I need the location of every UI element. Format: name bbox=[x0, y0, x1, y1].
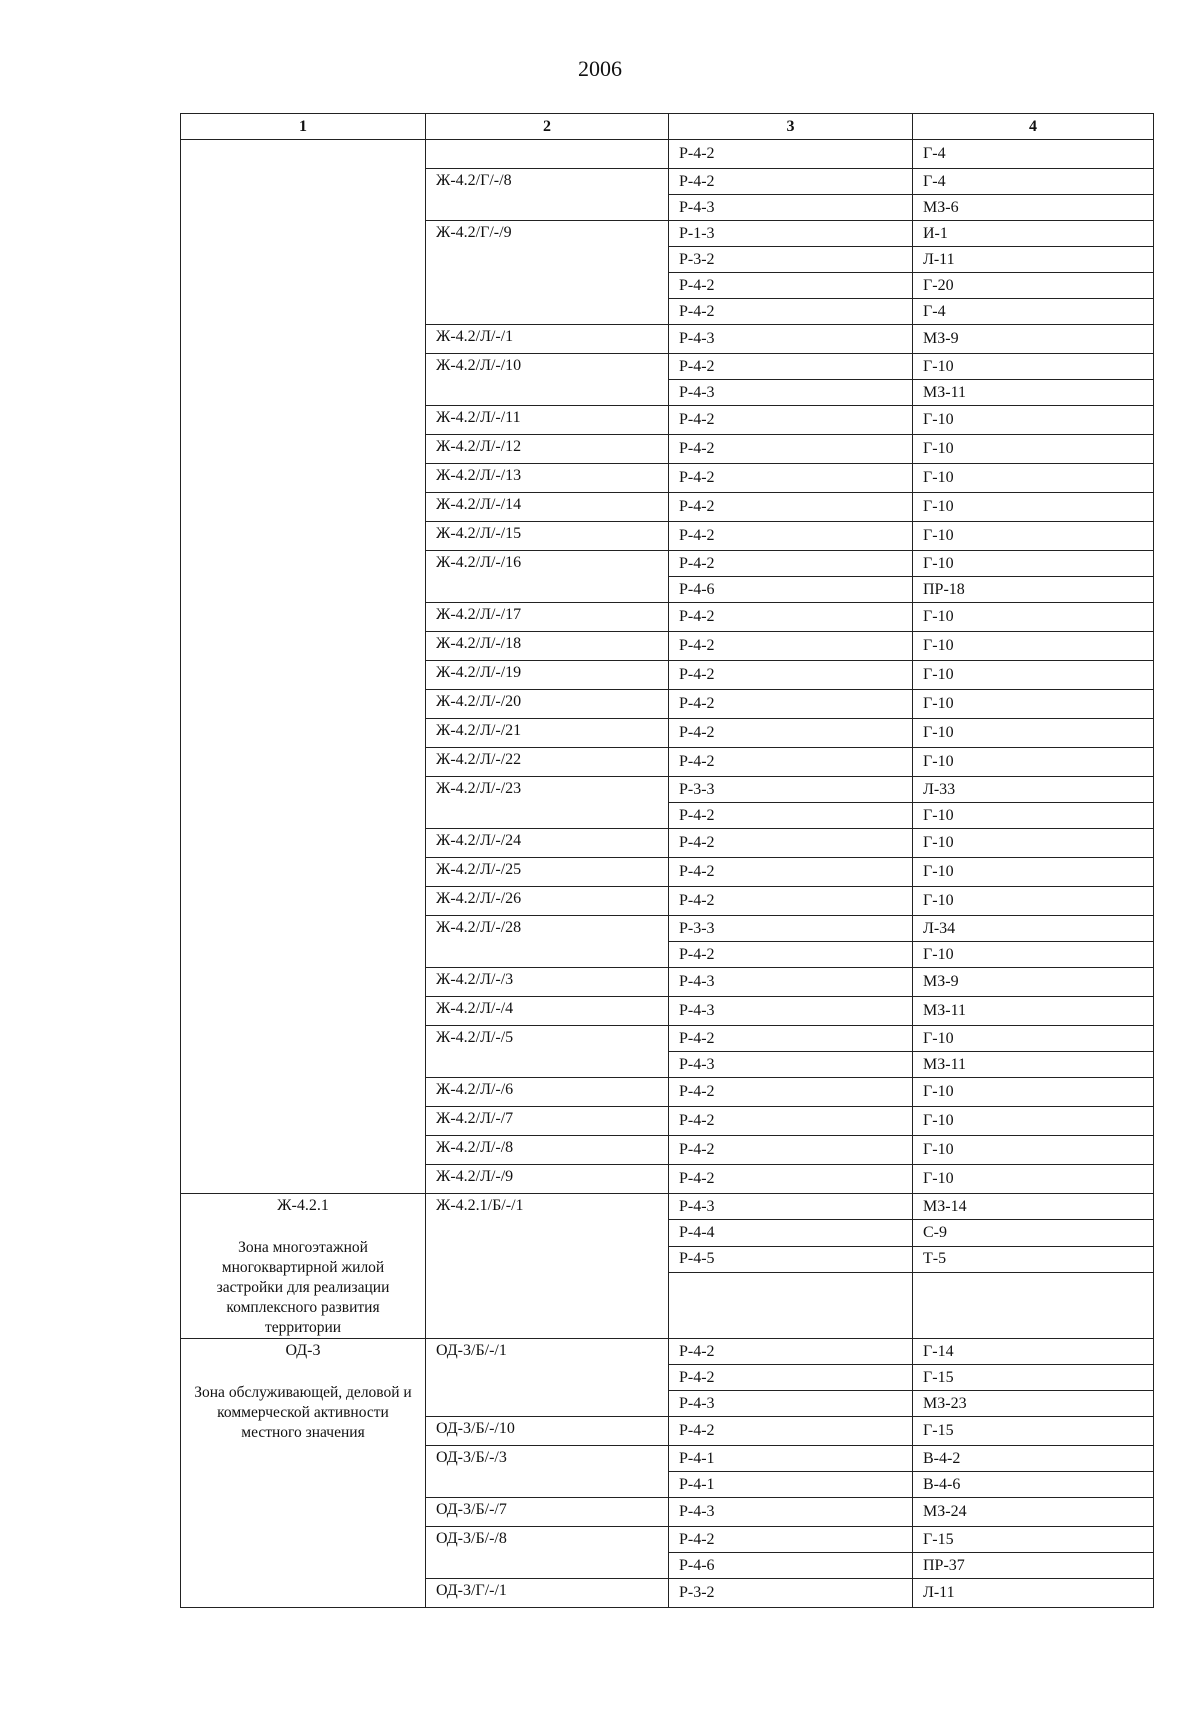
subzone-code-cell: Ж-4.2/Л/-/15 bbox=[426, 522, 669, 551]
subzone-code-cell: ОД-3/Г/-/1 bbox=[426, 1579, 669, 1608]
regulation-code-cell: Р-4-2 bbox=[669, 169, 913, 195]
subzone-code-cell: Ж-4.2/Л/-/19 bbox=[426, 661, 669, 690]
parameter-code-cell: Г-4 bbox=[913, 140, 1154, 169]
parameter-code-cell: МЗ-6 bbox=[913, 195, 1154, 221]
parameter-code-cell: Г-10 bbox=[913, 1136, 1154, 1165]
regulation-code-cell: Р-4-2 bbox=[669, 522, 913, 551]
regulation-code-cell: Р-4-2 bbox=[669, 1026, 913, 1052]
parameter-code-cell: Г-10 bbox=[913, 354, 1154, 380]
regulation-code-cell: Р-4-2 bbox=[669, 1136, 913, 1165]
parameter-code-cell: В-4-2 bbox=[913, 1446, 1154, 1472]
regulation-code-cell: Р-4-3 bbox=[669, 997, 913, 1026]
subzone-code-cell: Ж-4.2/Л/-/28 bbox=[426, 916, 669, 968]
subzone-code-cell: Ж-4.2/Л/-/21 bbox=[426, 719, 669, 748]
zone-name: Зона многоэтажной многоквартирной жилой застройки для реализации комплексного развития территории bbox=[216, 1239, 390, 1336]
parameter-code-cell: Л-11 bbox=[913, 247, 1154, 273]
header-col-3: 3 bbox=[669, 114, 913, 140]
regulation-code-cell: Р-4-2 bbox=[669, 1339, 913, 1365]
subzone-code-cell: Ж-4.2/Л/-/10 bbox=[426, 354, 669, 406]
parameter-code-cell: МЗ-11 bbox=[913, 997, 1154, 1026]
parameter-code-cell: Г-10 bbox=[913, 719, 1154, 748]
parameter-code-cell: МЗ-24 bbox=[913, 1498, 1154, 1527]
parameter-code-cell: Г-10 bbox=[913, 1078, 1154, 1107]
header-col-1: 1 bbox=[181, 114, 426, 140]
zone-cell bbox=[181, 1339, 426, 1608]
regulation-code-cell: Р-4-2 bbox=[669, 1365, 913, 1391]
parameter-code-cell: Г-10 bbox=[913, 803, 1154, 829]
regulation-code-cell: Р-4-2 bbox=[669, 603, 913, 632]
subzone-code-cell: Ж-4.2/Л/-/9 bbox=[426, 1165, 669, 1194]
regulation-code-cell: Р-4-1 bbox=[669, 1472, 913, 1498]
subzone-code-cell: Ж-4.2/Л/-/24 bbox=[426, 829, 669, 858]
parameter-code-cell: Г-4 bbox=[913, 299, 1154, 325]
parameter-code-cell: Г-10 bbox=[913, 603, 1154, 632]
subzone-code-cell: Ж-4.2/Л/-/23 bbox=[426, 777, 669, 829]
parameter-code-cell: Г-14 bbox=[913, 1339, 1154, 1365]
regulation-code-cell: Р-4-3 bbox=[669, 968, 913, 997]
subzone-code-cell: Ж-4.2/Л/-/16 bbox=[426, 551, 669, 603]
regulation-code-cell: Р-4-2 bbox=[669, 803, 913, 829]
parameter-code-cell: Т-5 bbox=[913, 1246, 1154, 1272]
parameter-code-cell: Г-15 bbox=[913, 1527, 1154, 1553]
regulation-code-cell: Р-4-4 bbox=[669, 1220, 913, 1246]
table-row bbox=[181, 1339, 1154, 1365]
parameter-code-cell: МЗ-23 bbox=[913, 1391, 1154, 1417]
parameter-code-cell: Г-10 bbox=[913, 887, 1154, 916]
regulation-code-cell: Р-4-2 bbox=[669, 719, 913, 748]
regulation-code-cell: Р-4-3 bbox=[669, 325, 913, 354]
regulation-code-cell: Р-4-2 bbox=[669, 887, 913, 916]
parameter-code-cell: Л-33 bbox=[913, 777, 1154, 803]
parameter-code-cell: Г-10 bbox=[913, 690, 1154, 719]
subzone-code-cell: Ж-4.2/Л/-/4 bbox=[426, 997, 669, 1026]
regulation-code-cell: Р-4-2 bbox=[669, 632, 913, 661]
parameter-code-cell: МЗ-11 bbox=[913, 380, 1154, 406]
subzone-code-cell: Ж-4.2/Л/-/25 bbox=[426, 858, 669, 887]
subzone-code-cell: Ж-4.2/Л/-/5 bbox=[426, 1026, 669, 1078]
regulation-code-cell: Р-4-5 bbox=[669, 1246, 913, 1272]
regulation-code-cell: Р-4-2 bbox=[669, 942, 913, 968]
regulation-code-cell: Р-4-1 bbox=[669, 1446, 913, 1472]
parameter-code-cell: И-1 bbox=[913, 221, 1154, 247]
zone-code: ОД-3 bbox=[285, 1342, 321, 1359]
subzone-code-cell: Ж-4.2/Л/-/26 bbox=[426, 887, 669, 916]
parameter-code-cell: Г-10 bbox=[913, 406, 1154, 435]
regulation-code-cell: Р-4-2 bbox=[669, 1417, 913, 1446]
regulation-code-cell: Р-4-2 bbox=[669, 1107, 913, 1136]
parameter-code-cell: Г-10 bbox=[913, 632, 1154, 661]
regulation-code-cell: Р-4-2 bbox=[669, 140, 913, 169]
zoning-table bbox=[180, 113, 1154, 1608]
parameter-code-cell: Г-10 bbox=[913, 1107, 1154, 1136]
subzone-code-cell: ОД-3/Б/-/1 bbox=[426, 1339, 669, 1417]
header-col-4: 4 bbox=[913, 114, 1154, 140]
subzone-code-cell: Ж-4.2/Г/-/9 bbox=[426, 221, 669, 325]
regulation-code-cell: Р-4-2 bbox=[669, 1078, 913, 1107]
regulation-code-cell: Р-4-3 bbox=[669, 195, 913, 221]
subzone-code-cell: Ж-4.2/Л/-/18 bbox=[426, 632, 669, 661]
subzone-code-cell: ОД-3/Б/-/7 bbox=[426, 1498, 669, 1527]
regulation-code-cell: Р-3-3 bbox=[669, 777, 913, 803]
zone-code: Ж-4.2.1 bbox=[277, 1197, 329, 1214]
subzone-code-cell: Ж-4.2.1/Б/-/1 bbox=[426, 1194, 669, 1339]
subzone-code-cell: Ж-4.2/Л/-/1 bbox=[426, 325, 669, 354]
parameter-code-cell: В-4-6 bbox=[913, 1472, 1154, 1498]
regulation-code-cell: Р-4-2 bbox=[669, 690, 913, 719]
regulation-code-cell: Р-3-2 bbox=[669, 1579, 913, 1608]
parameter-code-cell: Г-10 bbox=[913, 1026, 1154, 1052]
subzone-code-cell bbox=[426, 140, 669, 169]
zone-cell bbox=[181, 1194, 426, 1339]
parameter-code-cell: Л-11 bbox=[913, 1579, 1154, 1608]
parameter-code-cell: Г-10 bbox=[913, 858, 1154, 887]
parameter-code-cell: Г-20 bbox=[913, 273, 1154, 299]
subzone-code-cell: Ж-4.2/Л/-/8 bbox=[426, 1136, 669, 1165]
regulation-code-cell bbox=[669, 1273, 913, 1339]
parameter-code-cell: Г-10 bbox=[913, 551, 1154, 577]
regulation-code-cell: Р-4-2 bbox=[669, 464, 913, 493]
parameter-code-cell: Г-10 bbox=[913, 829, 1154, 858]
regulation-code-cell: Р-4-3 bbox=[669, 1052, 913, 1078]
subzone-code-cell: ОД-3/Б/-/10 bbox=[426, 1417, 669, 1446]
table-row bbox=[181, 1194, 1154, 1220]
subzone-code-cell: Ж-4.2/Л/-/13 bbox=[426, 464, 669, 493]
regulation-code-cell: Р-4-2 bbox=[669, 273, 913, 299]
parameter-code-cell: Г-15 bbox=[913, 1365, 1154, 1391]
parameter-code-cell: МЗ-14 bbox=[913, 1194, 1154, 1220]
parameter-code-cell: ПР-37 bbox=[913, 1553, 1154, 1579]
table-body bbox=[181, 140, 1154, 1608]
parameter-code-cell: МЗ-9 bbox=[913, 325, 1154, 354]
regulation-code-cell: Р-4-2 bbox=[669, 493, 913, 522]
parameter-code-cell: Г-10 bbox=[913, 942, 1154, 968]
parameter-code-cell: Г-10 bbox=[913, 464, 1154, 493]
regulation-code-cell: Р-4-2 bbox=[669, 435, 913, 464]
zone-name: Зона обслуживающей, деловой и коммерческой активности местного значения bbox=[194, 1384, 412, 1441]
zone-cell bbox=[181, 140, 426, 1194]
subzone-code-cell: Ж-4.2/Г/-/8 bbox=[426, 169, 669, 221]
regulation-code-cell: Р-1-3 bbox=[669, 221, 913, 247]
regulation-code-cell: Р-4-3 bbox=[669, 1194, 913, 1220]
parameter-code-cell: Г-10 bbox=[913, 661, 1154, 690]
subzone-code-cell: Ж-4.2/Л/-/17 bbox=[426, 603, 669, 632]
regulation-code-cell: Р-4-2 bbox=[669, 354, 913, 380]
parameter-code-cell: ПР-18 bbox=[913, 577, 1154, 603]
regulation-code-cell: Р-4-3 bbox=[669, 380, 913, 406]
regulation-code-cell: Р-4-2 bbox=[669, 829, 913, 858]
header-row bbox=[181, 114, 1154, 140]
regulation-code-cell: Р-4-6 bbox=[669, 1553, 913, 1579]
subzone-code-cell: Ж-4.2/Л/-/20 bbox=[426, 690, 669, 719]
regulation-code-cell: Р-3-2 bbox=[669, 247, 913, 273]
subzone-code-cell: Ж-4.2/Л/-/6 bbox=[426, 1078, 669, 1107]
regulation-code-cell: Р-4-3 bbox=[669, 1498, 913, 1527]
parameter-code-cell: Г-15 bbox=[913, 1417, 1154, 1446]
table-row bbox=[181, 140, 1154, 169]
header-col-2: 2 bbox=[426, 114, 669, 140]
subzone-code-cell: ОД-3/Б/-/8 bbox=[426, 1527, 669, 1579]
parameter-code-cell: МЗ-9 bbox=[913, 968, 1154, 997]
subzone-code-cell: Ж-4.2/Л/-/11 bbox=[426, 406, 669, 435]
parameter-code-cell bbox=[913, 1273, 1154, 1339]
parameter-code-cell: Г-10 bbox=[913, 522, 1154, 551]
parameter-code-cell: МЗ-11 bbox=[913, 1052, 1154, 1078]
subzone-code-cell: Ж-4.2/Л/-/14 bbox=[426, 493, 669, 522]
parameter-code-cell: Г-4 bbox=[913, 169, 1154, 195]
parameter-code-cell: С-9 bbox=[913, 1220, 1154, 1246]
subzone-code-cell: Ж-4.2/Л/-/3 bbox=[426, 968, 669, 997]
regulation-code-cell: Р-4-2 bbox=[669, 551, 913, 577]
parameter-code-cell: Г-10 bbox=[913, 493, 1154, 522]
regulation-code-cell: Р-4-2 bbox=[669, 299, 913, 325]
subzone-code-cell: ОД-3/Б/-/3 bbox=[426, 1446, 669, 1498]
parameter-code-cell: Л-34 bbox=[913, 916, 1154, 942]
parameter-code-cell: Г-10 bbox=[913, 748, 1154, 777]
subzone-code-cell: Ж-4.2/Л/-/22 bbox=[426, 748, 669, 777]
regulation-code-cell: Р-4-2 bbox=[669, 406, 913, 435]
subzone-code-cell: Ж-4.2/Л/-/12 bbox=[426, 435, 669, 464]
regulation-code-cell: Р-4-3 bbox=[669, 1391, 913, 1417]
regulation-code-cell: Р-4-2 bbox=[669, 661, 913, 690]
parameter-code-cell: Г-10 bbox=[913, 435, 1154, 464]
subzone-code-cell: Ж-4.2/Л/-/7 bbox=[426, 1107, 669, 1136]
regulation-code-cell: Р-4-2 bbox=[669, 858, 913, 887]
regulation-code-cell: Р-4-2 bbox=[669, 748, 913, 777]
regulation-code-cell: Р-4-2 bbox=[669, 1527, 913, 1553]
parameter-code-cell: Г-10 bbox=[913, 1165, 1154, 1194]
regulation-code-cell: Р-4-6 bbox=[669, 577, 913, 603]
regulation-code-cell: Р-4-2 bbox=[669, 1165, 913, 1194]
page-number: 2006 bbox=[578, 56, 622, 81]
regulation-code-cell: Р-3-3 bbox=[669, 916, 913, 942]
